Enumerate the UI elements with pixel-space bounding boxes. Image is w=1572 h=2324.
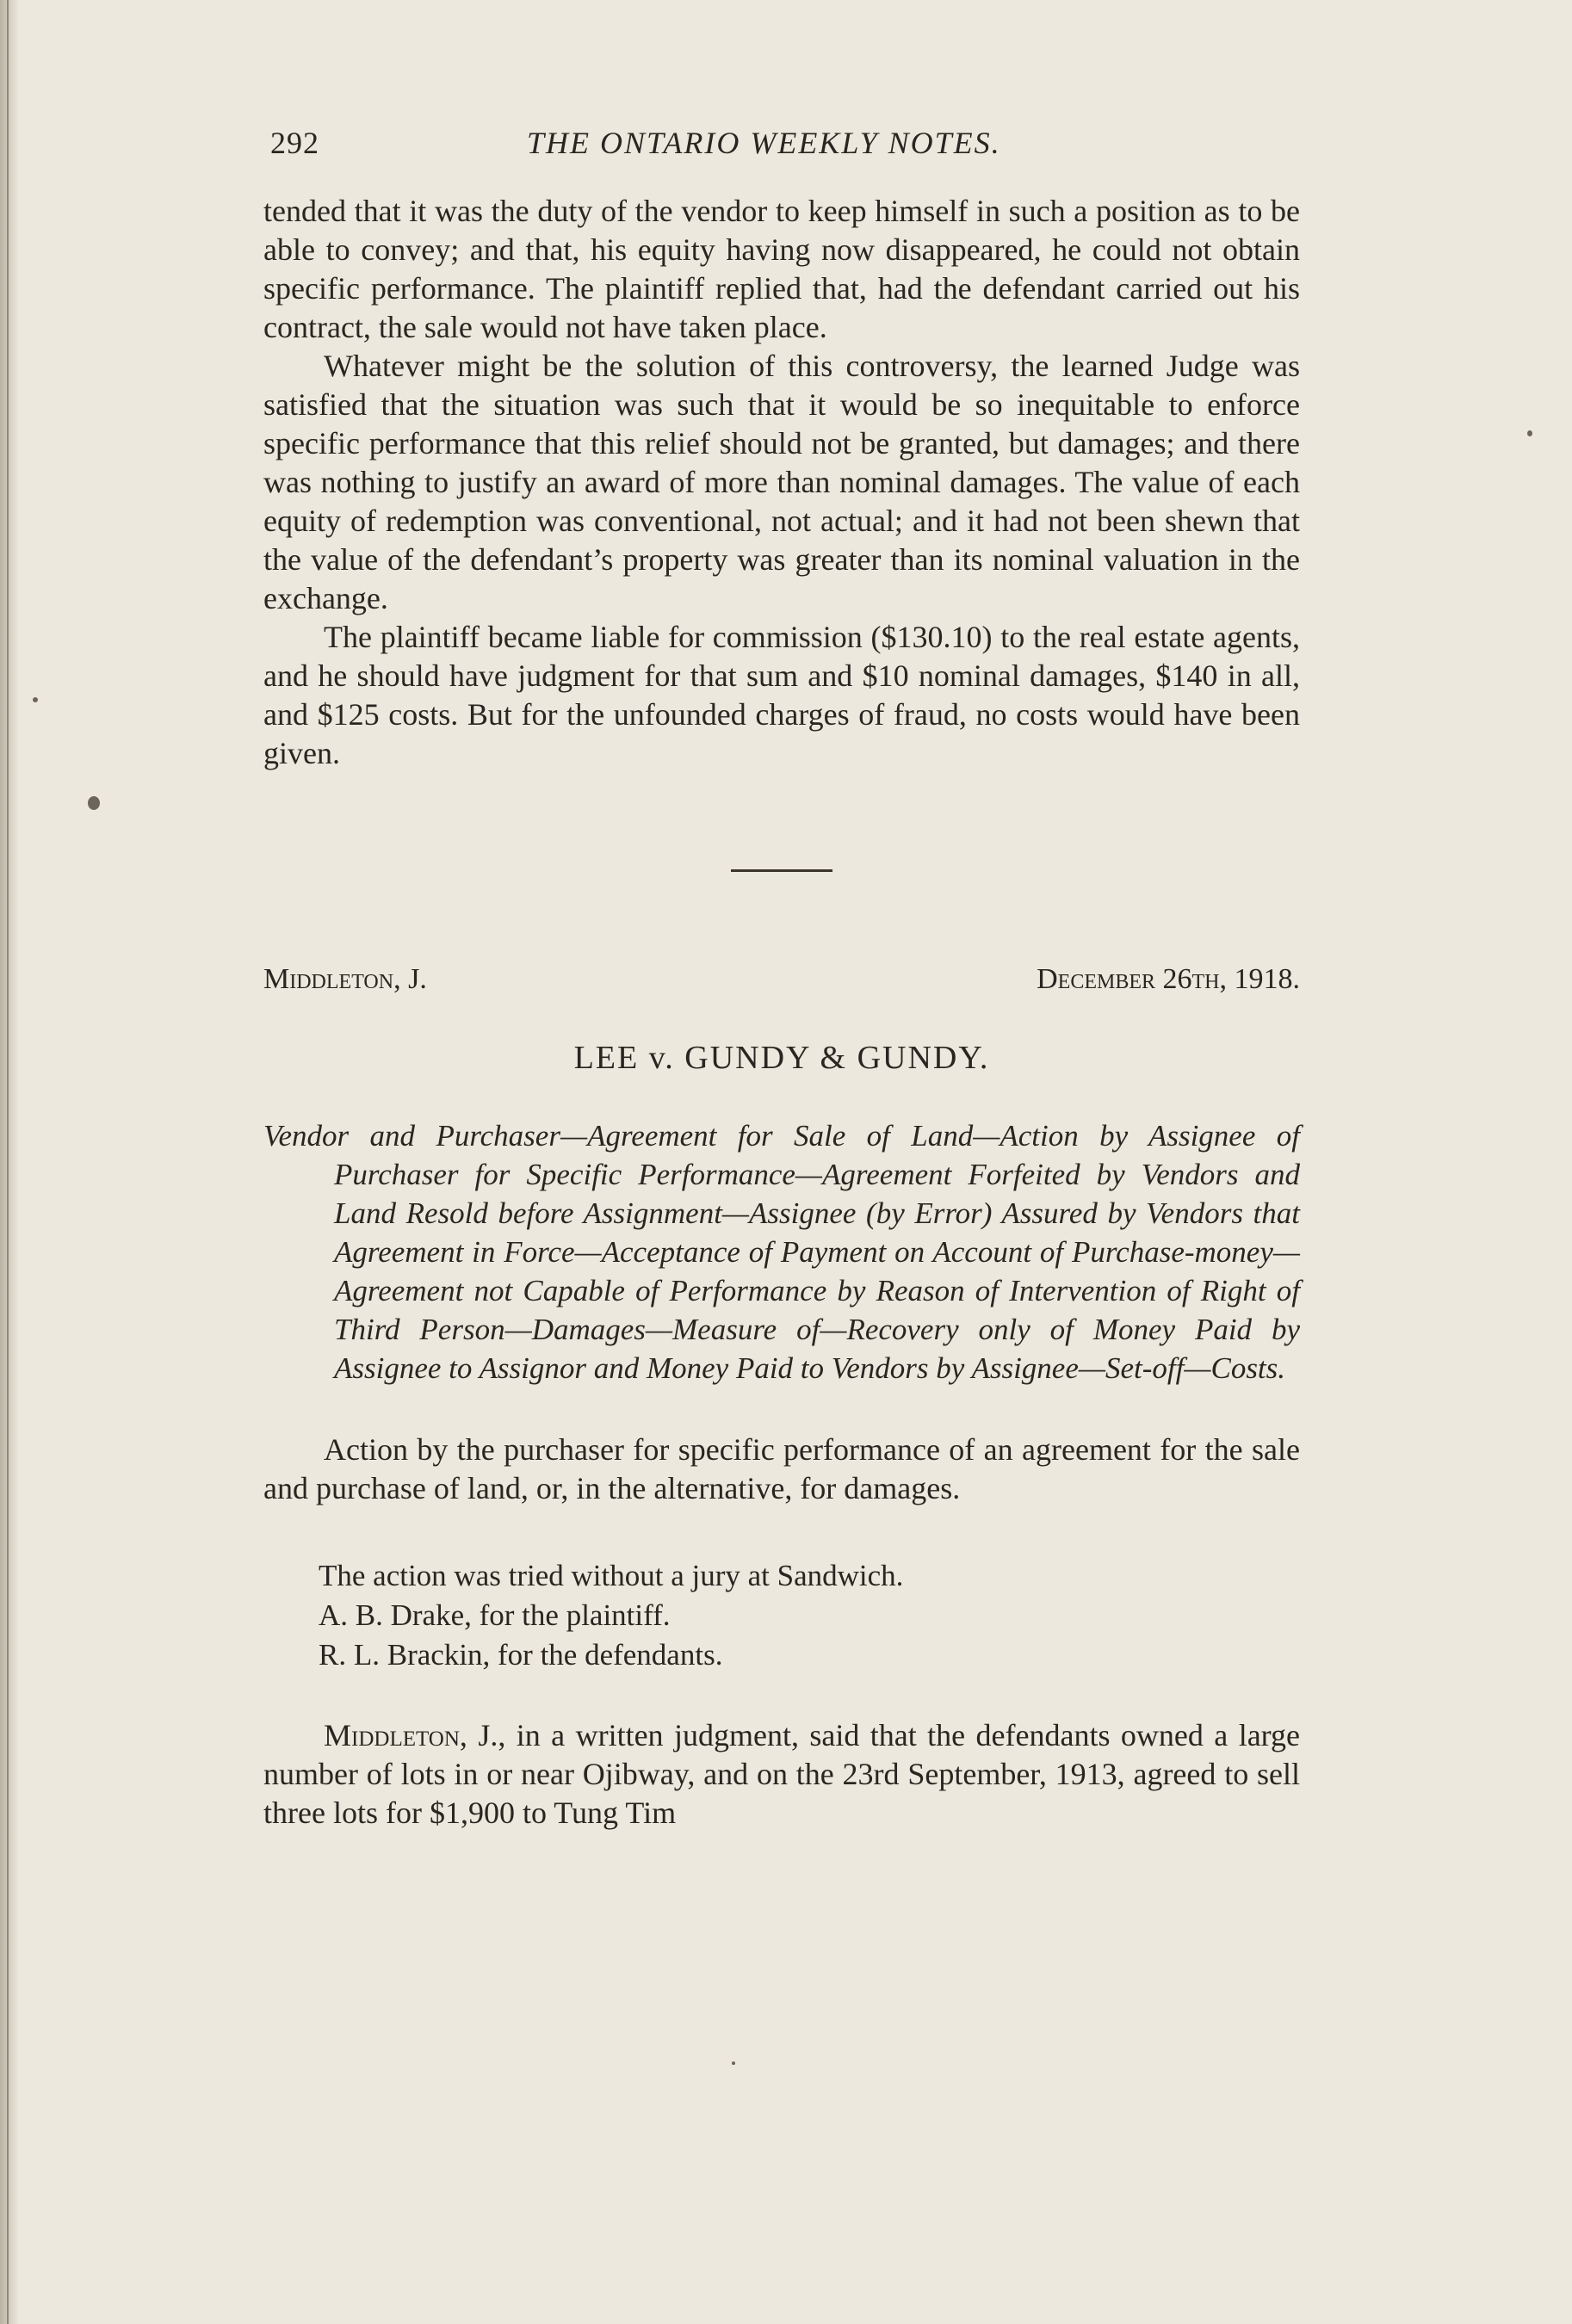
trial-details [263,1556,1300,1675]
case-byline [263,963,1300,1003]
body-paragraph: Whatever might be the solution of this controversy, the learned Judge was satisfied that the situation was such that it would be so inequitable to enforce specific performance that this relief should not be granted, but damages; and there was nothing to justify an award of more than nominal damages. The value of each equity of redemption was conventional, not actual; and it had not been shewn that the value of the defendant’s property was greater than its nominal valuation in the exchange. [263,349,1300,615]
case-title: LEE v. GUNDY & GUNDY. [573,1040,990,1076]
counsel-defendants: R. L. Brackin, for the defendants. [319,1638,723,1672]
judgment-date: December 26th, 1918. [1037,963,1300,995]
counsel-plaintiff: A. B. Drake, for the plaintiff. [319,1598,671,1632]
running-head [263,125,1300,168]
judge-name: Middleton, J. [263,963,427,995]
judgment-judge-name: Middleton, J., [324,1718,506,1752]
paper-speck [732,2061,735,2065]
trial-note: The action was tried without a jury at Sandwich. [319,1559,904,1592]
body-paragraph: tended that it was the duty of the vendor to keep himself in such a position as to be able to convey; and that, his equity having now disappeared, he could not obtain specific performance. The plaintiff replied that, had the defendant carried out his contract, the sale would not have taken place. [263,194,1300,344]
section-divider [731,869,832,872]
judgment-paragraph [263,1716,1300,1833]
headnote: Vendor and Purchaser—Agreement for Sale of Land—Action by Assignee of Purchaser for Specific Performance—Agreement Forfeited by Vendors and Land Resold before Assignment—Assignee (by Error) Assured by Vendors that Agreement in Force—Acceptance of Payment on Account of Purchase-money—Agreement not Capable of Performance by Reason of Intervention of Right of Third Person—Damages—Measure of—Recovery only of Money Paid by Assignee to Assignor and Money Paid to Vendors by Assignee—Set-off—Costs. [263,1119,1300,1385]
page-number: 292 [270,126,319,160]
previous-case-conclusion [263,192,1300,773]
body-paragraph: The plaintiff became liable for commission ($130.10) to the real estate agents, and he should have judgment for that sum and $10 nominal damages, $140 in all, and $125 costs. But for the unfounded charges of fraud, no costs would have been given. [263,620,1300,770]
page-binding-edge [0,0,19,2324]
paper-speck [88,796,100,810]
paper-speck [1527,430,1532,436]
paper-speck [33,697,38,702]
action-summary: Action by the purchaser for specific performance of an agreement for the sale and purchase of land, or, in the alternative, for damages. [263,1432,1300,1505]
journal-title: THE ONTARIO WEEKLY NOTES. [527,126,1001,160]
page-content [263,125,1300,1833]
judgment-text: in a written judgment, said that the defendants owned a large number of lots in or near Ojibway, and on the 23rd September, 1913, agreed to sell three lots for $1,900 to Tung Tim [263,1718,1300,1830]
